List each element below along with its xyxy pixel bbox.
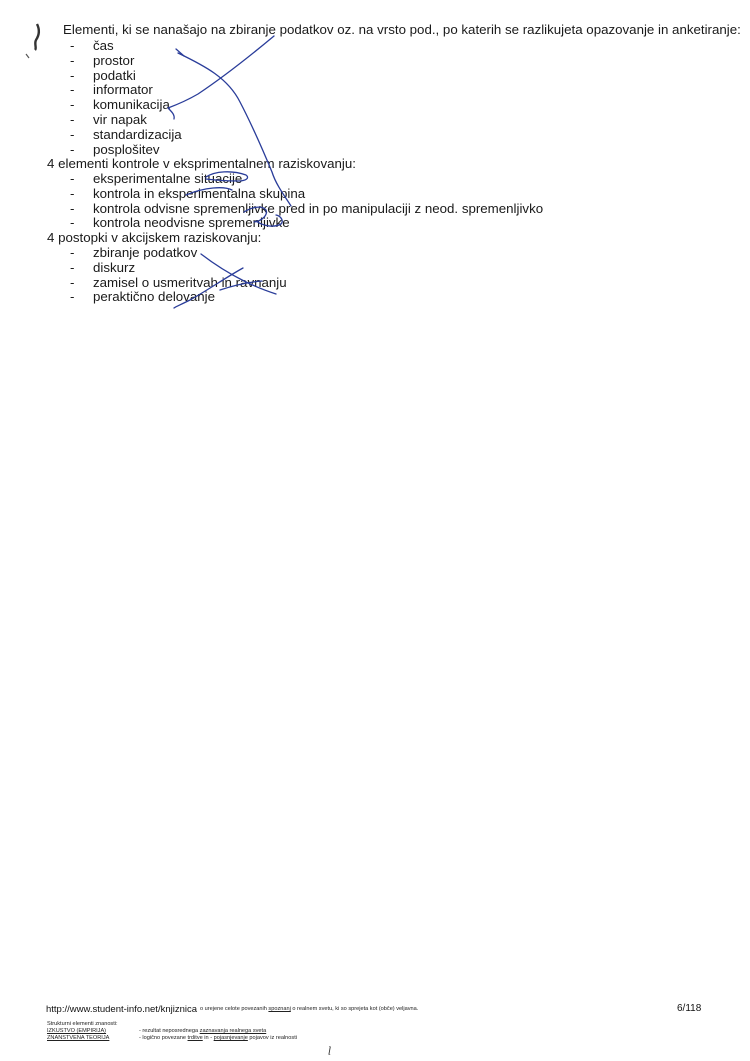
action-research-steps-list bbox=[66, 246, 287, 305]
handwritten-page-mark: ꞁ bbox=[328, 1044, 332, 1055]
structural-elements-block bbox=[47, 1021, 297, 1042]
list-item: - kontrola odvisne spremenljivke pred in po manipulaciji z neod. spremenljivko bbox=[70, 200, 544, 216]
page-number: 6/118 bbox=[677, 1003, 702, 1014]
list-item: - posplošitev bbox=[70, 141, 160, 157]
section-heading-observation: Elementi, ki se nanašajo na zbiranje podatkov oz. na vrsto pod., po katerih se razlikujeta opazovanje in anketiranje: bbox=[63, 22, 741, 37]
structural-row: IZKUSTVO (EMPIRIJA) - rezultat neposrednega zaznavanja realnega sveta bbox=[47, 1028, 267, 1034]
list-item: - eksperimentalne situacije bbox=[70, 171, 243, 186]
footer-url: http://www.student-info.net/knjiznica bbox=[46, 1004, 198, 1015]
section-heading-action-research: 4 postopki v akcijskem raziskovanju: bbox=[47, 230, 262, 245]
list-item: - peraktično delovanje bbox=[70, 289, 215, 305]
footer-overlap-text: o urejene celote povezanih spoznanj o realnem svetu, ki so sprejeta kot (obče) veljavna. bbox=[200, 1006, 419, 1012]
observation-elements-list bbox=[66, 39, 182, 157]
experimental-control-list bbox=[66, 172, 543, 231]
list-item: - zbiranje podatkov bbox=[70, 245, 198, 260]
scan-artifact-icon bbox=[24, 20, 44, 60]
list-item: - vir napak bbox=[70, 111, 147, 127]
list-item: - čas bbox=[70, 38, 114, 53]
list-item: - zamisel o usmeritvah in ravnanju bbox=[70, 274, 287, 290]
list-item: - prostor bbox=[70, 52, 135, 68]
list-item: - komunikacija bbox=[70, 97, 170, 113]
list-item: - podatki bbox=[70, 67, 136, 83]
list-item: - kontrola neodvisne spremenljivke bbox=[70, 215, 290, 231]
list-item: - informator bbox=[70, 82, 153, 98]
list-item: - standardizacija bbox=[70, 126, 182, 142]
list-item: - kontrola in eksperimentalna skupina bbox=[70, 185, 306, 201]
section-heading-experimental: 4 elementi kontrole v eksprimentalnem raziskovanju: bbox=[47, 156, 356, 171]
structural-row: ZNANSTVENA TEORIJA - logično povezane trditve in - pojasnjevanje pojavov iz realnosti bbox=[47, 1035, 297, 1041]
list-item: - diskurz bbox=[70, 259, 136, 275]
structural-elements-title: Strukturni elementi znanosti: bbox=[47, 1021, 118, 1027]
